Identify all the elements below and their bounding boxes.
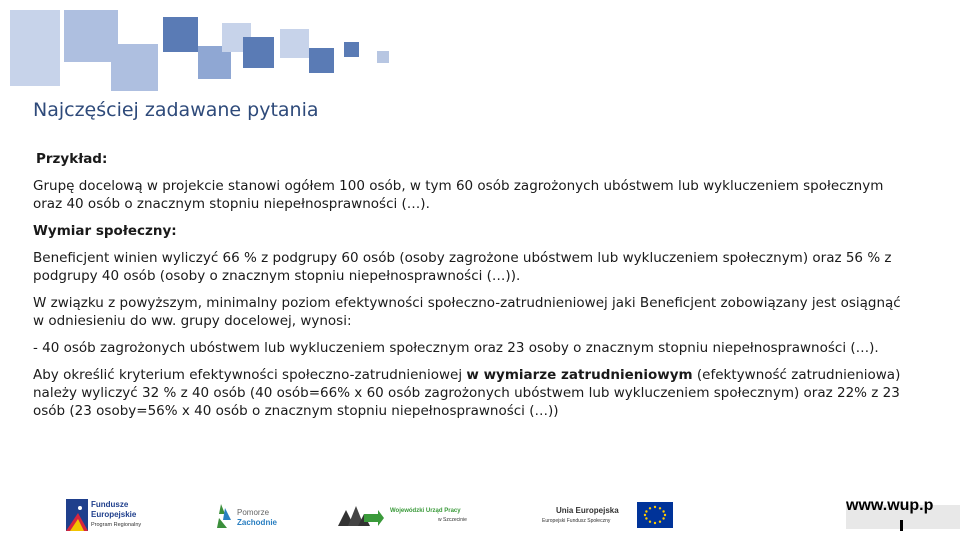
wup-emblem-icon — [338, 502, 384, 530]
paragraph-group-description: Grupę docelową w projekcie stanowi ogółem 100 osób, w tym 60 osób zagrożonych ubóstwem lub wykluczeniem społecznym oraz 40 osób o znacznym stopniu niepełnosprawności (…). — [33, 178, 884, 212]
logo-unia-europejska — [540, 500, 680, 532]
logo-text: Program Regionalny — [91, 522, 142, 528]
logo-text: Fundusze — [91, 500, 129, 509]
deco-square — [243, 37, 274, 68]
logo-text: Europejski Fundusz Społeczny — [542, 518, 611, 524]
example-label: Przykład: — [36, 151, 108, 167]
logo-pomorze-zachodnie — [215, 500, 285, 532]
logo-text: Pomorze — [237, 508, 270, 517]
deco-square — [377, 51, 389, 63]
text-fragment: (efektywność zatrudnieniowa) należy wyliczyć 32 % z 40 osób (40 osób=66% x 60 osób zagrożonych ubóstwem lub wykluczeniem społecznym) oraz 22% z 23 osób (23 osoby=56% x 40 osób o znacznym stopniu niepełnosprawności (…)) — [33, 367, 901, 419]
paragraph-employment-criterion — [33, 366, 913, 420]
paragraph-minimum-level: W związku z powyższym, minimalny poziom efektywności społeczno-zatrudnieniowej jaki Beneficjent zobowiązany jest osiągnąć w odniesieniu do ww. grupy docelowej, wynosi: — [33, 295, 901, 329]
url-cursor-mark — [900, 520, 903, 531]
text-fragment-bold: w wymiarze zatrudnieniowym — [466, 367, 693, 383]
logo-text: Europejskie — [91, 510, 137, 519]
logo-text: Unia Europejska — [556, 506, 619, 515]
logo-fundusze-europejskie — [64, 497, 159, 533]
deco-square — [111, 44, 158, 91]
logo-wup-szczecin — [338, 500, 483, 532]
text-fragment: Aby określić kryterium efektywności społeczno-zatrudnieniowej — [33, 367, 467, 383]
logo-text: w Szczecinie — [438, 517, 467, 523]
deco-square — [280, 29, 309, 58]
paragraph-result: - 40 osób zagrożonych ubóstwem lub wykluczeniem społecznym oraz 23 osoby o znacznym stopniu niepełnosprawności (…). — [33, 340, 879, 356]
social-dimension-label: Wymiar społeczny: — [33, 223, 177, 239]
logo-text: Zachodnie — [237, 518, 278, 527]
deco-square — [309, 48, 334, 73]
pomorze-emblem-icon — [215, 502, 235, 530]
paragraph-calculation: Beneficjent winien wyliczyć 66 % z podgrupy 60 osób (osoby zagrożone ubóstwem lub wykluczeniem społecznym) oraz 56 % z podgrupy 40 osób (osoby o znacznym stopniu niepełnosprawności (…)). — [33, 250, 892, 284]
content-body — [33, 150, 913, 429]
deco-square — [64, 10, 118, 62]
website-url[interactable]: www.wup.p — [846, 497, 934, 514]
deco-square — [163, 17, 198, 52]
deco-square — [10, 10, 60, 86]
deco-square — [344, 42, 359, 57]
logo-text: Wojewódzki Urząd Pracy — [390, 508, 461, 514]
page-title: Najczęściej zadawane pytania — [33, 99, 319, 121]
fe-emblem-icon — [66, 499, 88, 531]
footer-logos — [0, 492, 960, 540]
eu-flag-icon — [637, 502, 673, 528]
